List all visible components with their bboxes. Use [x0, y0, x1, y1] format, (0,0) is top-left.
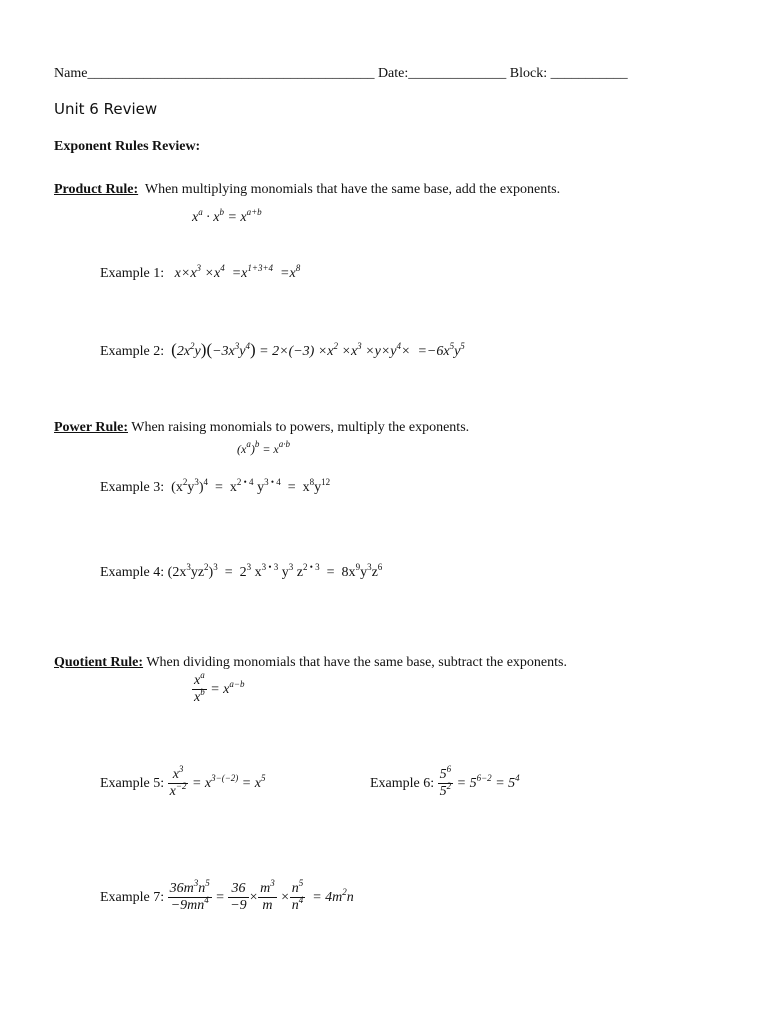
quotient-rule-line [54, 655, 567, 671]
unit-title: Unit 6 Review [54, 100, 158, 118]
block-blank: ___________ [550, 66, 628, 81]
header-line [54, 66, 628, 82]
power-rule-desc: When raising monomials to powers, multiply the exponents. [131, 420, 470, 435]
example-1 [100, 263, 301, 282]
product-rule-line [54, 182, 560, 198]
example-6-label: Example 6: [370, 775, 435, 791]
date-blank: ______________ [408, 66, 507, 81]
power-rule-formula: $(x^a)^b = x^{a\cdot b}$ [237, 439, 291, 456]
example-3 [100, 477, 331, 496]
product-rule-formula: $x^a \cdot x^b = x^{a+b}$ [192, 207, 262, 225]
example-4-label: Example 4: [100, 565, 165, 580]
example-1-label: Example 1: [100, 266, 165, 281]
quotient-rule-label: Quotient Rule: [54, 655, 144, 670]
example-5-label: Example 5: [100, 775, 165, 791]
quotient-rule-desc: When dividing monomials that have the same base, subtract the exponents. [146, 655, 567, 670]
example-3-math: $(x^2y^3)^4 = x^{2 • 4}$ $y^{3 • 4} = x^8y^{12}$ [171, 477, 331, 495]
example-7-math: $\frac{36m^3n^5}{-9mn^4}$ = $\frac{36}{-9}$ × $\frac{m^3}{m}$ × $\frac{n^5}{n^4}$ = $4m^2n$ [169, 878, 354, 914]
example-4-math: $(2x^3yz^2)^3 = 2^3$ $x^{3 • 3}$ $y^3$ $z^{2 • 3} = 8x^9y^3z^6$ [167, 562, 383, 580]
power-rule-line [54, 420, 469, 436]
name-blank: _________________________________________ [87, 66, 375, 81]
product-rule-desc: When multiplying monomials that have the same base, add the exponents. [144, 182, 561, 197]
example-5-math: $\frac{x^3}{x^{-2}}$ = $x^{3-(-2)} = x^5$ [169, 764, 266, 800]
example-1-math: $x\times x^3 \times x^4 =x^{1+3+4} =x^8$ [174, 263, 301, 281]
date-label: Date: [377, 66, 409, 81]
name-label: Name [54, 66, 88, 81]
example-3-label: Example 3: [100, 480, 165, 495]
example-5 [100, 764, 266, 800]
example-4 [100, 562, 383, 581]
power-rule-label: Power Rule: [54, 420, 128, 435]
block-label: Block: [509, 66, 548, 81]
example-2 [100, 340, 465, 360]
example-6 [370, 764, 520, 800]
section-title: Exponent Rules Review: [54, 139, 201, 154]
quotient-rule-formula: $\frac{x^a}{x^b}$ = $x^{a-b}$ [194, 670, 245, 706]
product-rule-label: Product Rule: [54, 182, 139, 197]
example-7-label: Example 7: [100, 889, 165, 905]
example-2-label: Example 2: [100, 344, 165, 359]
example-6-math: $\frac{5^6}{5^2}$ = $5^{6-2} = 5^4$ [439, 764, 520, 800]
example-7 [100, 878, 354, 914]
example-2-math: $(2x^2y)(-3x^3y^4) = 2\times(-3) \times x^2 \times x^3 \times y\times y^4\times =-6x^5y^5$ [171, 340, 465, 359]
